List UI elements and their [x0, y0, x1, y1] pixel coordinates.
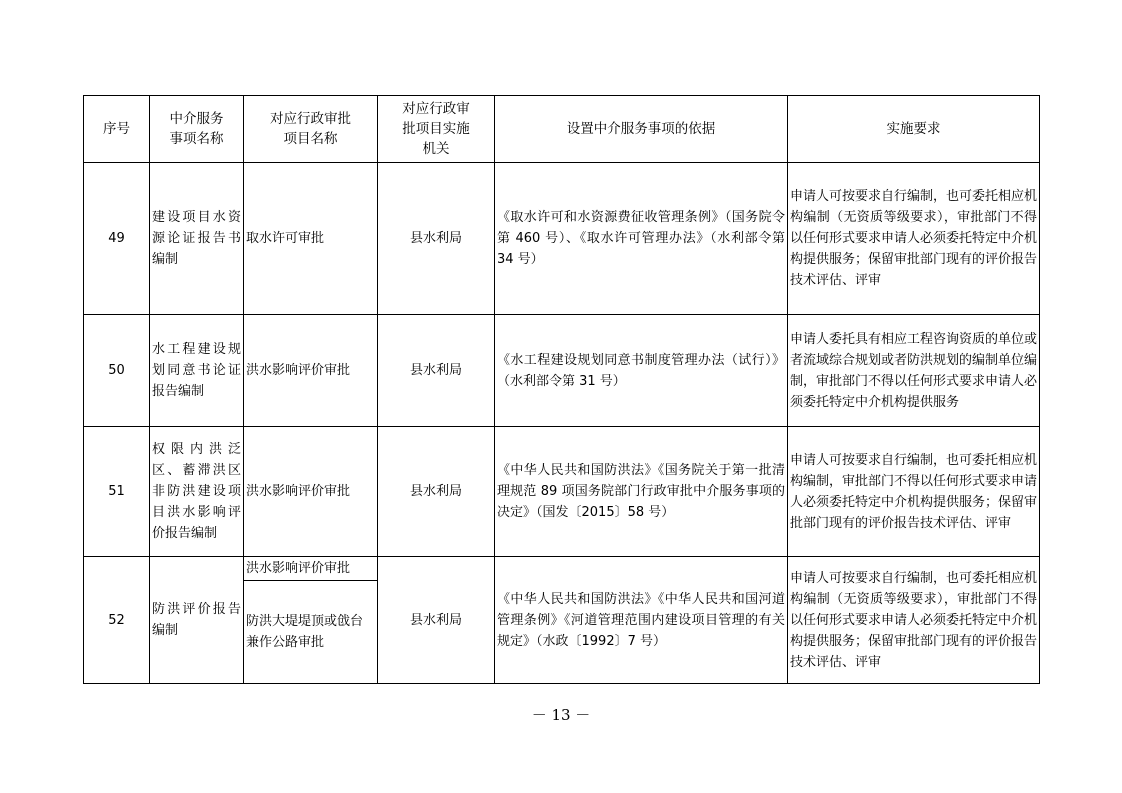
cell-agency: 县水利局 — [378, 315, 495, 427]
table-row — [84, 315, 1040, 427]
table-header-row — [84, 96, 1040, 163]
cell-requirement: 申请人可按要求自行编制，也可委托相应机构编制（无资质等级要求），审批部门不得以任何形式要求申请人必须委托特定中介机构提供服务；保留审批部门现有的评价报告技术评估、评审 — [788, 163, 1040, 315]
cell-basis: 《水工程建设规划同意书制度管理办法（试行）》（水利部令第 31 号） — [495, 315, 788, 427]
cell-requirement: 申请人可按要求自行编制，也可委托相应机构编制（无资质等级要求），审批部门不得以任何形式要求申请人必须委托特定中介机构提供服务；保留审批部门现有的评价报告技术评估、评审 — [788, 557, 1040, 684]
header-agency: 对应行政审批项目实施机关 — [378, 96, 495, 163]
cell-service-name: 建设项目水资源论证报告书编制 — [150, 163, 244, 315]
header-approval-item: 对应行政审批项目名称 — [244, 96, 378, 163]
table-row — [84, 557, 1040, 581]
cell-serial-no: 51 — [84, 427, 150, 557]
table-row — [84, 163, 1040, 315]
cell-service-name: 水工程建设规划同意书论证报告编制 — [150, 315, 244, 427]
cell-approval-item: 取水许可审批 — [244, 163, 378, 315]
header-basis: 设置中介服务事项的依据 — [495, 96, 788, 163]
cell-serial-no: 49 — [84, 163, 150, 315]
cell-requirement: 申请人委托具有相应工程咨询资质的单位或者流域综合规划或者防洪规划的编制单位编制，审批部门不得以任何形式要求申请人必须委托特定中介机构提供服务 — [788, 315, 1040, 427]
cell-approval-item: 防洪大堤堤顶或戗台兼作公路审批 — [244, 581, 378, 684]
cell-approval-item: 洪水影响评价审批 — [244, 557, 378, 581]
cell-basis: 《中华人民共和国防洪法》《国务院关于第一批清理规范 89 项国务院部门行政审批中介服务事项的决定》（国发〔2015〕58 号） — [495, 427, 788, 557]
cell-basis: 《取水许可和水资源费征收管理条例》（国务院令第 460 号）、《取水许可管理办法》（水利部令第 34 号） — [495, 163, 788, 315]
header-requirement: 实施要求 — [788, 96, 1040, 163]
cell-serial-no: 50 — [84, 315, 150, 427]
header-service-name: 中介服务事项名称 — [150, 96, 244, 163]
cell-basis: 《中华人民共和国防洪法》《中华人民共和国河道管理条例》《河道管理范围内建设项目管理的有关规定》（水政〔1992〕7 号） — [495, 557, 788, 684]
cell-serial-no: 52 — [84, 557, 150, 684]
table-row — [84, 427, 1040, 557]
cell-approval-item: 洪水影响评价审批 — [244, 315, 378, 427]
cell-agency: 县水利局 — [378, 557, 495, 684]
cell-requirement: 申请人可按要求自行编制，也可委托相应机构编制，审批部门不得以任何形式要求申请人必须委托特定中介机构提供服务；保留审批部门现有的评价报告技术评估、评审 — [788, 427, 1040, 557]
cell-approval-item: 洪水影响评价审批 — [244, 427, 378, 557]
cell-service-name: 防洪评价报告编制 — [150, 557, 244, 684]
service-items-table — [83, 95, 1040, 684]
page-number: － 13 － — [531, 706, 591, 724]
cell-service-name: 权限内洪泛区、蓄滞洪区非防洪建设项目洪水影响评价报告编制 — [150, 427, 244, 557]
cell-agency: 县水利局 — [378, 163, 495, 315]
cell-agency: 县水利局 — [378, 427, 495, 557]
header-serial-no: 序号 — [84, 96, 150, 163]
